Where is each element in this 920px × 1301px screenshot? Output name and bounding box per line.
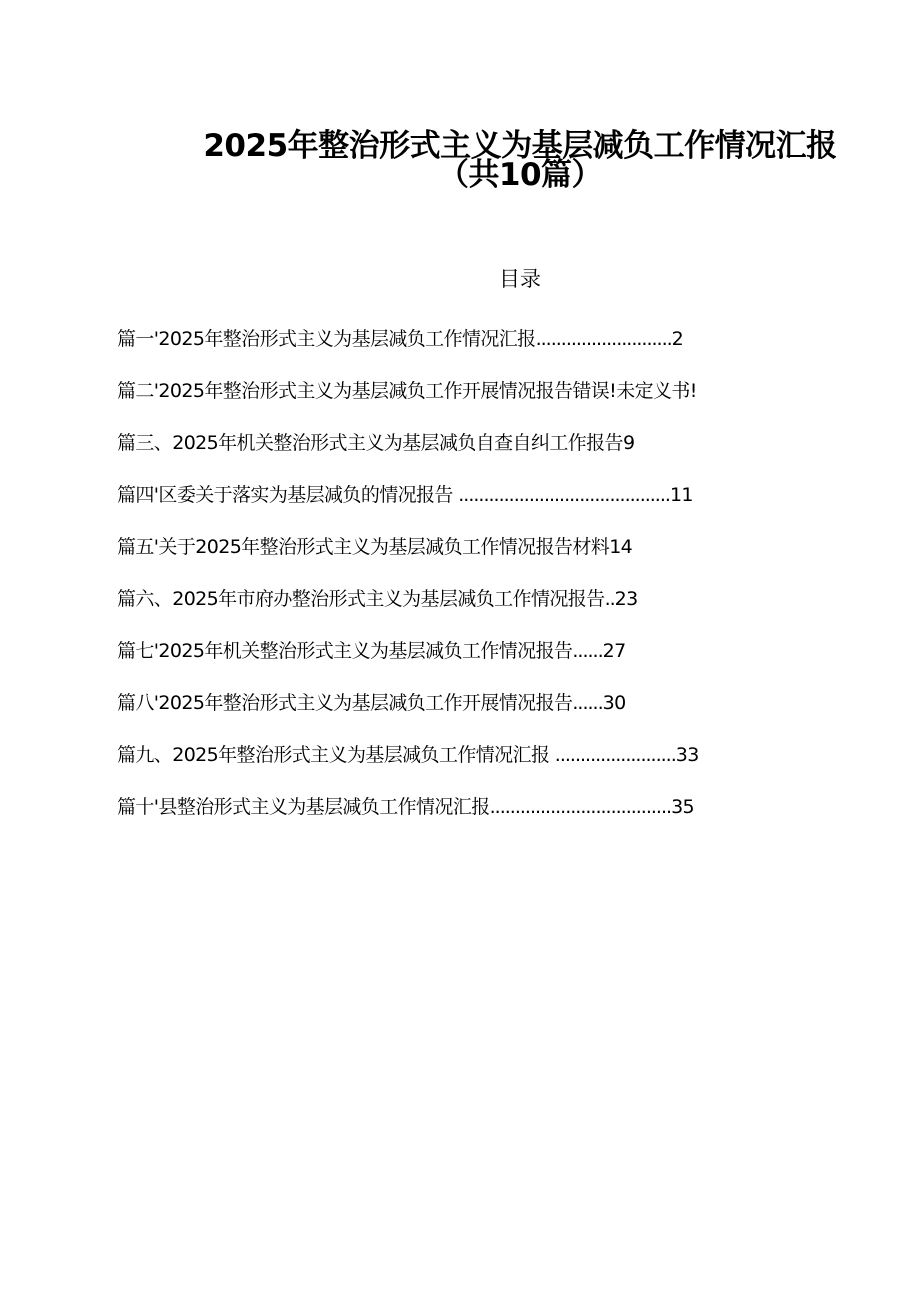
toc-entry-text: 篇九、2025年整治形式主义为基层减负工作情况汇报: [117, 744, 555, 766]
toc-entry-4[interactable]: [117, 478, 827, 530]
toc-entry-text: 篇三、2025年机关整治形式主义为基层减负自查自纠工作报告: [117, 432, 623, 454]
toc-entry-1[interactable]: [117, 322, 827, 374]
toc-entry-text: 篇一'2025年整治形式主义为基层减负工作情况汇报: [117, 328, 536, 350]
toc-entry-7[interactable]: [117, 634, 827, 686]
toc-entry-text: 篇六、2025年市府办整治形式主义为基层减负工作情况报告: [117, 588, 605, 610]
toc-page-number: 2: [671, 328, 684, 350]
toc-page-number: 30: [602, 692, 626, 714]
toc-page-number: 9: [622, 432, 635, 454]
document-subtitle: （共10篇）: [437, 157, 603, 193]
toc-dot-leader: ......: [572, 640, 603, 662]
toc-dot-leader: ..: [604, 588, 615, 610]
toc-entry-5[interactable]: [117, 530, 827, 582]
toc-entry-text: 篇五'关于2025年整治形式主义为基层减负工作情况报告材料: [117, 536, 610, 558]
toc-dot-leader: ......: [572, 692, 603, 714]
toc-dot-leader: ...........................: [535, 328, 672, 350]
toc-page-number: 11: [669, 484, 693, 506]
toc-entry-text: 篇二'2025年整治形式主义为基层减负工作开展情况报告错误!未定义书!: [117, 380, 697, 402]
toc-dot-leader: ..........................................: [458, 484, 670, 506]
toc-page-number: 27: [602, 640, 626, 662]
toc-page-number: 23: [614, 588, 638, 610]
toc-entry-2[interactable]: [117, 374, 827, 426]
toc-entry-6[interactable]: [117, 582, 827, 634]
toc-entry-text: 篇八'2025年整治形式主义为基层减负工作开展情况报告: [117, 692, 573, 714]
toc-entry-3[interactable]: [117, 426, 827, 478]
toc-entry-text: 篇七'2025年机关整治形式主义为基层减负工作情况报告: [117, 640, 573, 662]
toc-entry-text: 篇十'县整治形式主义为基层减负工作情况汇报: [117, 796, 490, 818]
toc-heading: 目录: [499, 267, 541, 291]
table-of-contents: [117, 322, 827, 842]
toc-page-number: 33: [675, 744, 699, 766]
toc-dot-leader: ....................................: [489, 796, 672, 818]
toc-dot-leader: ........................: [554, 744, 676, 766]
toc-entry-text: 篇四'区委关于落实为基层减负的情况报告: [117, 484, 459, 506]
toc-entry-9[interactable]: [117, 738, 827, 790]
toc-page-number: 35: [671, 796, 695, 818]
toc-entry-8[interactable]: [117, 686, 827, 738]
toc-entry-10[interactable]: [117, 790, 827, 842]
toc-page-number: 14: [609, 536, 633, 558]
document-title: 2025年整治形式主义为基层减负工作情况汇报: [203, 128, 837, 164]
